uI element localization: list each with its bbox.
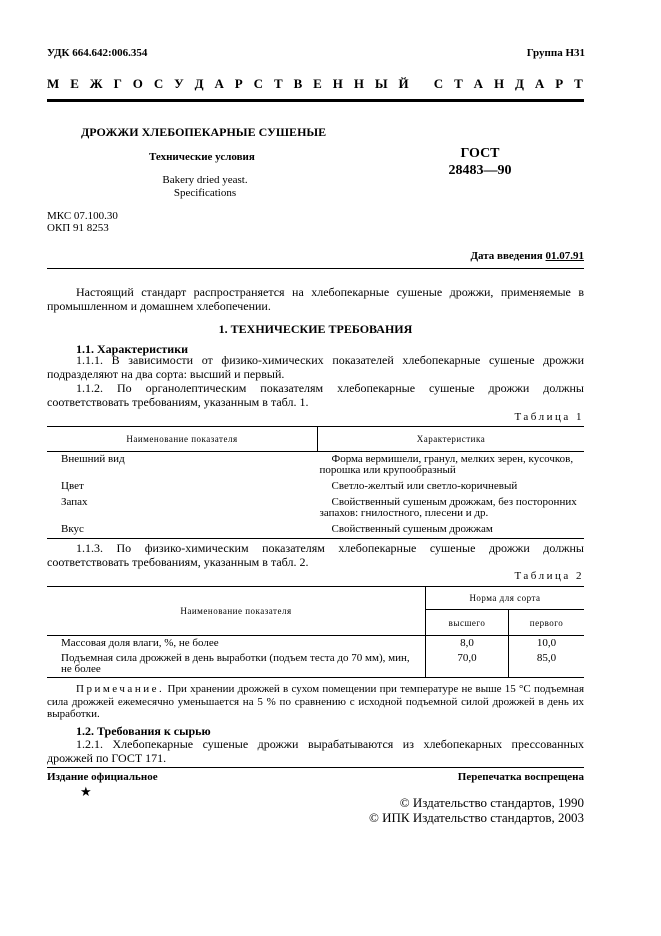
banner-letter: Й bbox=[398, 76, 409, 91]
banner-letter: У bbox=[174, 76, 184, 91]
table1-header-name: Наименование показателя bbox=[47, 427, 318, 452]
table-row bbox=[47, 452, 584, 480]
banner-letter: А bbox=[214, 76, 224, 91]
table1-cell-name: Вкус bbox=[47, 522, 318, 539]
banner-letter: Т bbox=[574, 76, 583, 91]
banner-letter: В bbox=[293, 76, 303, 91]
english-title-line-2: Specifications bbox=[173, 187, 237, 199]
table-organoleptic bbox=[47, 426, 584, 539]
banner-letter: Н bbox=[493, 76, 505, 91]
table2-cell-first: 85,0 bbox=[509, 651, 585, 678]
official-edition: Издание официальное bbox=[47, 771, 158, 783]
table1-cell-value: Свойственный сушеным дрожжам bbox=[318, 522, 585, 539]
banner-letter: С bbox=[433, 76, 444, 91]
introduction-date-value: 01.07.91 bbox=[545, 250, 584, 262]
banner-letter: Ж bbox=[89, 76, 103, 91]
banner-letter: А bbox=[473, 76, 484, 91]
date-rule bbox=[47, 268, 584, 269]
classification-codes bbox=[47, 210, 118, 234]
subsection-characteristics: 1.1. Характеристики bbox=[76, 342, 189, 356]
introduction-date bbox=[470, 250, 584, 262]
copyright-2003: © ИПК Издательство стандартов, 2003 bbox=[369, 810, 584, 825]
table1-cell-value: Форма вермишели, гранул, мелких зерен, кусочков, порошка или крупообразный bbox=[319, 453, 574, 476]
table1-caption: Таблица 1 bbox=[514, 411, 584, 423]
intro-paragraph: Настоящий стандарт распространяется на хлебопекарные сушеные дрожжи, применяемые в промышленном и домашнем хлебопечении. bbox=[47, 285, 584, 313]
table1-cell-name: Цвет bbox=[61, 480, 84, 492]
interstate-standard-banner bbox=[47, 76, 583, 92]
banner-letter: Д bbox=[515, 76, 524, 91]
banner-letter: Н bbox=[353, 76, 364, 91]
banner-letter: Ы bbox=[374, 76, 388, 91]
paragraph-1-1-1: 1.1.1. В зависимости от физико-химических показателей хлебопекарные сушеные дрожжи подразделяют на два сорта: высший и первый. bbox=[47, 353, 584, 381]
banner-letter: Р bbox=[555, 76, 564, 91]
banner-letter: М bbox=[47, 76, 60, 91]
table2-header-first: первого bbox=[509, 610, 585, 636]
banner-letter: Г bbox=[113, 76, 122, 91]
english-title-line-1: Bakery dried yeast. bbox=[162, 174, 248, 186]
section-heading: 1. ТЕХНИЧЕСКИЕ ТРЕБОВАНИЯ bbox=[218, 322, 413, 336]
table2-header-name: Наименование показателя bbox=[47, 587, 426, 636]
introduction-date-label: Дата введения bbox=[470, 250, 546, 262]
copyright-1990: © Издательство стандартов, 1990 bbox=[399, 795, 584, 810]
udk-code: УДК 664.642:006.354 bbox=[47, 47, 148, 59]
table2-cell-high: 8,0 bbox=[426, 636, 509, 652]
banner-letter: С bbox=[153, 76, 164, 91]
paragraph-1-2-1: 1.2.1. Хлебопекарные сушеные дрожжи вырабатываются из хлебопекарных прессованных дрожжей по ГОСТ 171. bbox=[47, 737, 584, 765]
footer-rule bbox=[47, 767, 584, 768]
table-row bbox=[47, 522, 584, 539]
banner-letter bbox=[420, 76, 423, 92]
table1-header-characteristic: Характеристика bbox=[318, 427, 585, 452]
document-subtitle: Технические условия bbox=[149, 151, 255, 163]
star-icon: ★ bbox=[80, 784, 92, 799]
banner-letter: Т bbox=[454, 76, 463, 91]
table2-cell-high: 70,0 bbox=[426, 651, 509, 678]
table2-cell-first: 10,0 bbox=[536, 637, 557, 649]
table-row bbox=[47, 495, 584, 522]
banner-letter: Т bbox=[273, 76, 283, 91]
table1-cell-value: Свойственный сушеным дрожжам, без посторонних запахов: гнилостного, плесени и др. bbox=[319, 496, 577, 519]
banner-letter: О bbox=[132, 76, 143, 91]
banner-letter: А bbox=[534, 76, 545, 91]
table1-cell-name: Запах bbox=[61, 496, 88, 508]
paragraph-1-1-3: 1.1.3. По физико-химическим показателям хлебопекарные сушеные дрожжи должны соответствовать требованиям, указанным в табл. 2. bbox=[47, 541, 584, 569]
banner-letter: С bbox=[253, 76, 264, 91]
table2-header-norm: Норма для сорта bbox=[426, 587, 585, 610]
group-code: Группа Н31 bbox=[526, 47, 585, 59]
table-note bbox=[47, 683, 584, 721]
table-row bbox=[47, 651, 584, 678]
paragraph-1-1-2: 1.1.2. По органолептическим показателям хлебопекарные сушеные дрожжи должны соответствовать требованиям, указанным в табл. 1. bbox=[47, 381, 584, 409]
table-row bbox=[47, 636, 584, 652]
banner-letter: Р bbox=[234, 76, 243, 91]
table2-caption: Таблица 2 bbox=[514, 570, 584, 582]
table-physicochemical bbox=[47, 586, 584, 678]
banner-letter: Е bbox=[70, 76, 79, 91]
table2-cell-name: Подъемная сила дрожжей в день выработки (подъем теста до 70 мм), мин, не более bbox=[47, 651, 426, 678]
mks-code: МКС 07.100.30 bbox=[47, 210, 118, 222]
reprint-prohibited: Перепечатка воспрещена bbox=[457, 771, 584, 783]
gost-label: ГОСТ bbox=[460, 146, 500, 161]
table2-cell-name: Массовая доля влаги, %, не более bbox=[47, 636, 426, 652]
banner-letter: Д bbox=[194, 76, 204, 91]
banner-letter: Е bbox=[313, 76, 322, 91]
english-title bbox=[130, 174, 280, 200]
gost-number: 28483—90 bbox=[448, 163, 512, 178]
banner-letter: Н bbox=[332, 76, 343, 91]
note-text: При хранении дрожжей в сухом помещении при температуре не выше 15 °С подъемная сила дрожжей ежемесячно уменьшается на 5 % по сравнению с исходной подъемной силой дрожжей в день их выработки. bbox=[47, 683, 584, 720]
okp-code: ОКП 91 8253 bbox=[47, 222, 109, 234]
note-label: Примечание. bbox=[76, 683, 165, 695]
document-title: ДРОЖЖИ ХЛЕБОПЕКАРНЫЕ СУШЕНЫЕ bbox=[81, 125, 327, 139]
table-row bbox=[47, 479, 584, 495]
table2-header-high: высшего bbox=[426, 610, 509, 636]
table1-cell-name: Внешний вид bbox=[61, 453, 125, 465]
gost-designation bbox=[420, 145, 540, 179]
header-rule bbox=[47, 99, 584, 102]
subsection-raw-materials: 1.2. Требования к сырью bbox=[76, 724, 211, 738]
table1-cell-value: Светло-желтый или светло-коричневый bbox=[331, 480, 518, 492]
